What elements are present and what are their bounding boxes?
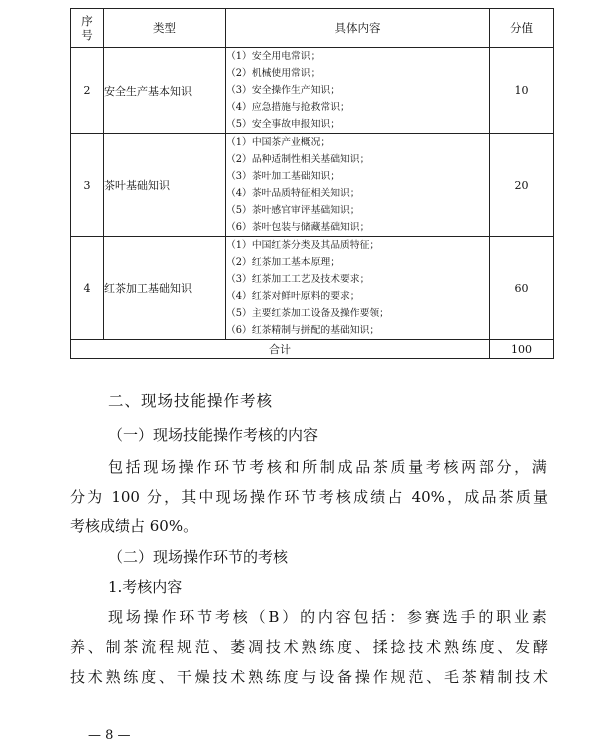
row-type: 红茶加工基础知识 xyxy=(104,237,226,340)
content-item: （1）中国茶产业概况； xyxy=(226,137,331,148)
content-item: （4）茶叶品质特征相关知识； xyxy=(226,188,360,199)
table-header-row xyxy=(71,9,554,48)
content-item: （6）茶叶包装与储藏基础知识； xyxy=(226,222,370,233)
row-content xyxy=(226,237,490,340)
row-score: 10 xyxy=(490,48,554,134)
content-item: （6）红茶精制与拼配的基础知识； xyxy=(226,325,380,336)
item-heading: 1.考核内容 xyxy=(108,578,183,596)
row-type: 安全生产基本知识 xyxy=(104,48,226,134)
row-number: 3 xyxy=(71,134,104,237)
paragraph-line: 考核成绩占 60%。 xyxy=(70,517,199,535)
table-row xyxy=(71,134,554,237)
content-item: （4）应急措施与抢救常识； xyxy=(226,102,350,113)
paragraph-line: 养、制茶流程规范、萎凋技术熟练度、揉捻技术熟练度、发酵 xyxy=(70,638,548,656)
header-score: 分值 xyxy=(490,9,554,48)
subsection-title-1: （一）现场技能操作考核的内容 xyxy=(108,426,319,444)
content-item: （5）主要红茶加工设备及操作要领； xyxy=(226,308,389,319)
paragraph-line: 分为 100 分，其中现场操作环节考核成绩占 40%，成品茶质量 xyxy=(70,488,548,506)
table-row xyxy=(71,237,554,340)
content-item: （2）红茶加工基本原理； xyxy=(226,257,340,268)
row-score: 60 xyxy=(490,237,554,340)
content-item: （2）机械使用常识； xyxy=(226,68,321,79)
row-content xyxy=(226,48,490,134)
content-item: （2）品种适制性相关基础知识； xyxy=(226,154,370,165)
row-number: 2 xyxy=(71,48,104,134)
score-table xyxy=(70,8,554,359)
header-type: 类型 xyxy=(104,9,226,48)
paragraph-line: 现场操作环节考核（B）的内容包括：参赛选手的职业素 xyxy=(108,608,548,626)
table-row xyxy=(71,48,554,134)
content-item: （4）红茶对鲜叶原料的要求； xyxy=(226,291,360,302)
row-content xyxy=(226,134,490,237)
page-number: — 8 — xyxy=(88,728,131,743)
paragraph-line: 技术熟练度、干燥技术熟练度与设备操作规范、毛茶精制技术 xyxy=(70,668,548,686)
header-no: 序 号 xyxy=(71,9,104,48)
content-item: （3）红茶加工工艺及技术要求； xyxy=(226,274,370,285)
row-type: 茶叶基础知识 xyxy=(104,134,226,237)
content-item: （3）茶叶加工基础知识； xyxy=(226,171,340,182)
content-item: （5）安全事故申报知识； xyxy=(226,119,340,130)
row-score: 20 xyxy=(490,134,554,237)
content-item: （3）安全操作生产知识； xyxy=(226,85,340,96)
total-score: 100 xyxy=(490,340,554,359)
content-item: （5）茶叶感官审评基础知识； xyxy=(226,205,360,216)
content-item: （1）安全用电常识； xyxy=(226,51,321,62)
total-label: 合计 xyxy=(71,340,490,359)
row-number: 4 xyxy=(71,237,104,340)
section-title: 二、现场技能操作考核 xyxy=(108,392,274,410)
paragraph-line: 包括现场操作环节考核和所制成品茶质量考核两部分，满 xyxy=(108,458,548,476)
content-item: （1）中国红茶分类及其品质特征； xyxy=(226,240,380,251)
header-content: 具体内容 xyxy=(226,9,490,48)
table-total-row xyxy=(71,340,554,359)
subsection-title-2: （二）现场操作环节的考核 xyxy=(108,548,289,566)
